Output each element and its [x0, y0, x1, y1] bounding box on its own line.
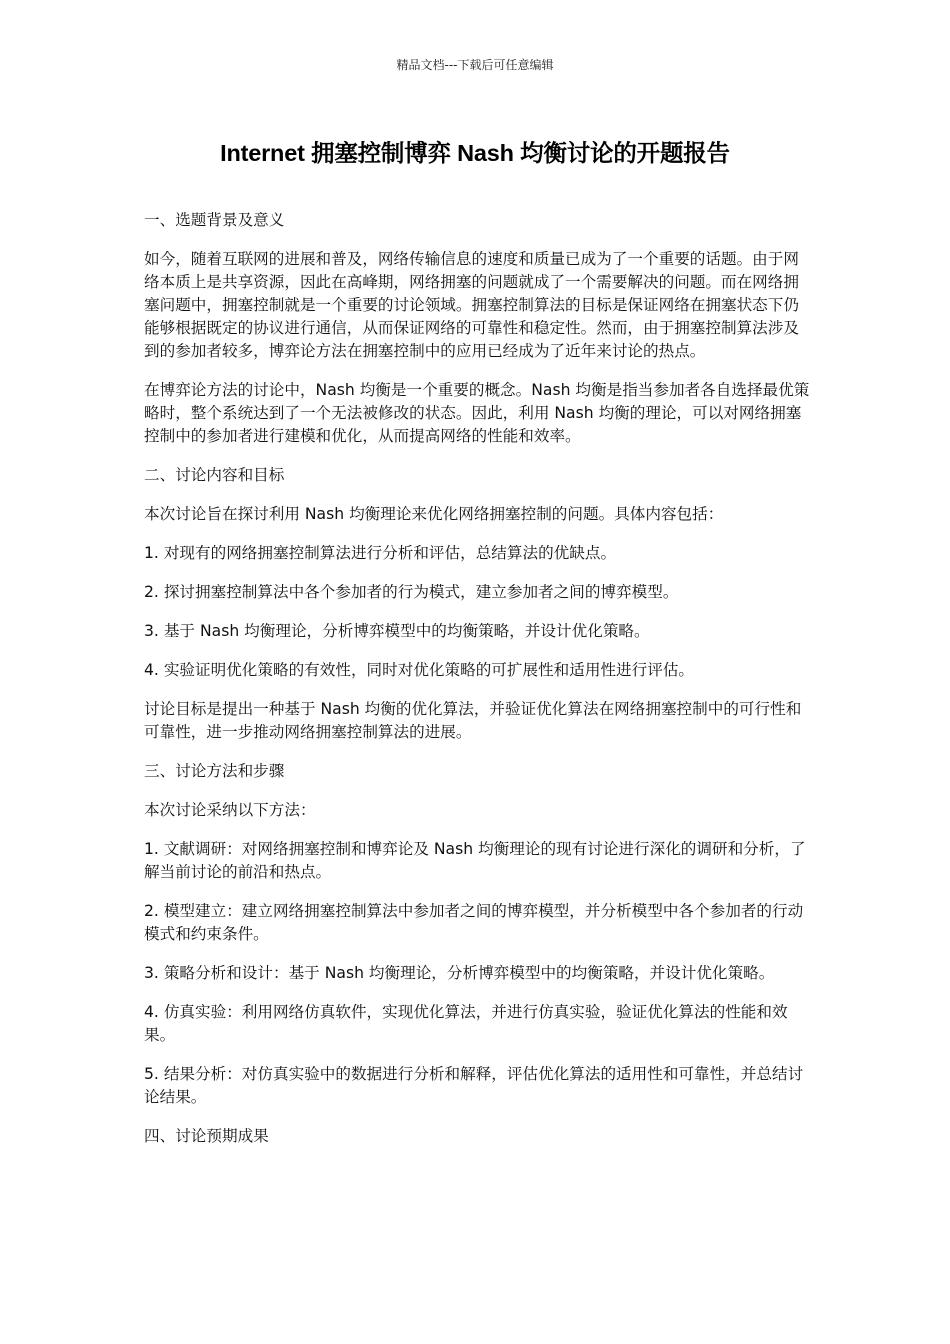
paragraph-goal: 讨论目标是提出一种基于 Nash 均衡的优化算法，并验证优化算法在网络拥塞控制中的可行性和可靠性，进一步推动网络拥塞控制算法的进展。	[144, 700, 802, 741]
paragraph-content-intro: 本次讨论旨在探讨利用 Nash 均衡理论来优化网络拥塞控制的问题。具体内容包括：	[144, 505, 724, 523]
paragraph-methods-intro: 本次讨论采纳以下方法：	[144, 801, 316, 819]
paragraph-background: 如今，随着互联网的进展和普及，网络传输信息的速度和质量已成为了一个重要的话题。由于网络本质上是共享资源，因此在高峰期，网络拥塞的问题就成了一个需要解决的问题。而在网络拥塞问题中，拥塞控制就是一个重要的讨论领域。拥塞控制算法的目标是保证网络在拥塞状态下仍能够根据既定的协议进行通信，从而保证网络的可靠性和稳定性。然而，由于拥塞控制算法涉及到的参加者较多，博弈论方法在拥塞控制中的应用已经成为了近年来讨论的热点。	[144, 250, 799, 360]
list-item-method-4: 4. 仿真实验：利用网络仿真软件，实现优化算法，并进行仿真实验，验证优化算法的性能和效果。	[144, 1003, 788, 1044]
list-item-content-1: 1. 对现有的网络拥塞控制算法进行分析和评估，总结算法的优缺点。	[144, 544, 617, 562]
document-body	[144, 209, 810, 1164]
list-item-method-2: 2. 模型建立：建立网络拥塞控制算法中参加者之间的博弈模型，并分析模型中各个参加者的行动模式和约束条件。	[144, 902, 804, 943]
section-heading-methods: 三、讨论方法和步骤	[144, 762, 285, 780]
list-item-method-5: 5. 结果分析：对仿真实验中的数据进行分析和解释，评估优化算法的适用性和可靠性，并总结讨论结果。	[144, 1065, 804, 1106]
section-heading-background: 一、选题背景及意义	[144, 211, 285, 229]
section-heading-expected-results: 四、讨论预期成果	[144, 1127, 269, 1145]
section-heading-content-goals: 二、讨论内容和目标	[144, 466, 285, 484]
list-item-content-2: 2. 探讨拥塞控制算法中各个参加者的行为模式，建立参加者之间的博弈模型。	[144, 583, 679, 601]
page-header-note: 精品文档---下载后可任意编辑	[396, 58, 554, 72]
document-title: Internet 拥塞控制博弈 Nash 均衡讨论的开题报告	[220, 140, 730, 166]
list-item-content-4: 4. 实验证明优化策略的有效性，同时对优化策略的可扩展性和适用性进行评估。	[144, 661, 695, 679]
list-item-method-3: 3. 策略分析和设计：基于 Nash 均衡理论，分析博弈模型中的均衡策略，并设计优化策略。	[144, 964, 775, 982]
list-item-content-3: 3. 基于 Nash 均衡理论，分析博弈模型中的均衡策略，并设计优化策略。	[144, 622, 650, 640]
paragraph-nash-equilibrium: 在博弈论方法的讨论中，Nash 均衡是一个重要的概念。Nash 均衡是指当参加者各自选择最优策略时，整个系统达到了一个无法被修改的状态。因此，利用 Nash 均衡的理论，可以对网络拥塞控制中的参加者进行建模和优化，从而提高网络的性能和效率。	[144, 381, 810, 445]
list-item-method-1: 1. 文献调研：对网络拥塞控制和博弈论及 Nash 均衡理论的现有讨论进行深化的调研和分析，了解当前讨论的前沿和热点。	[144, 840, 806, 881]
